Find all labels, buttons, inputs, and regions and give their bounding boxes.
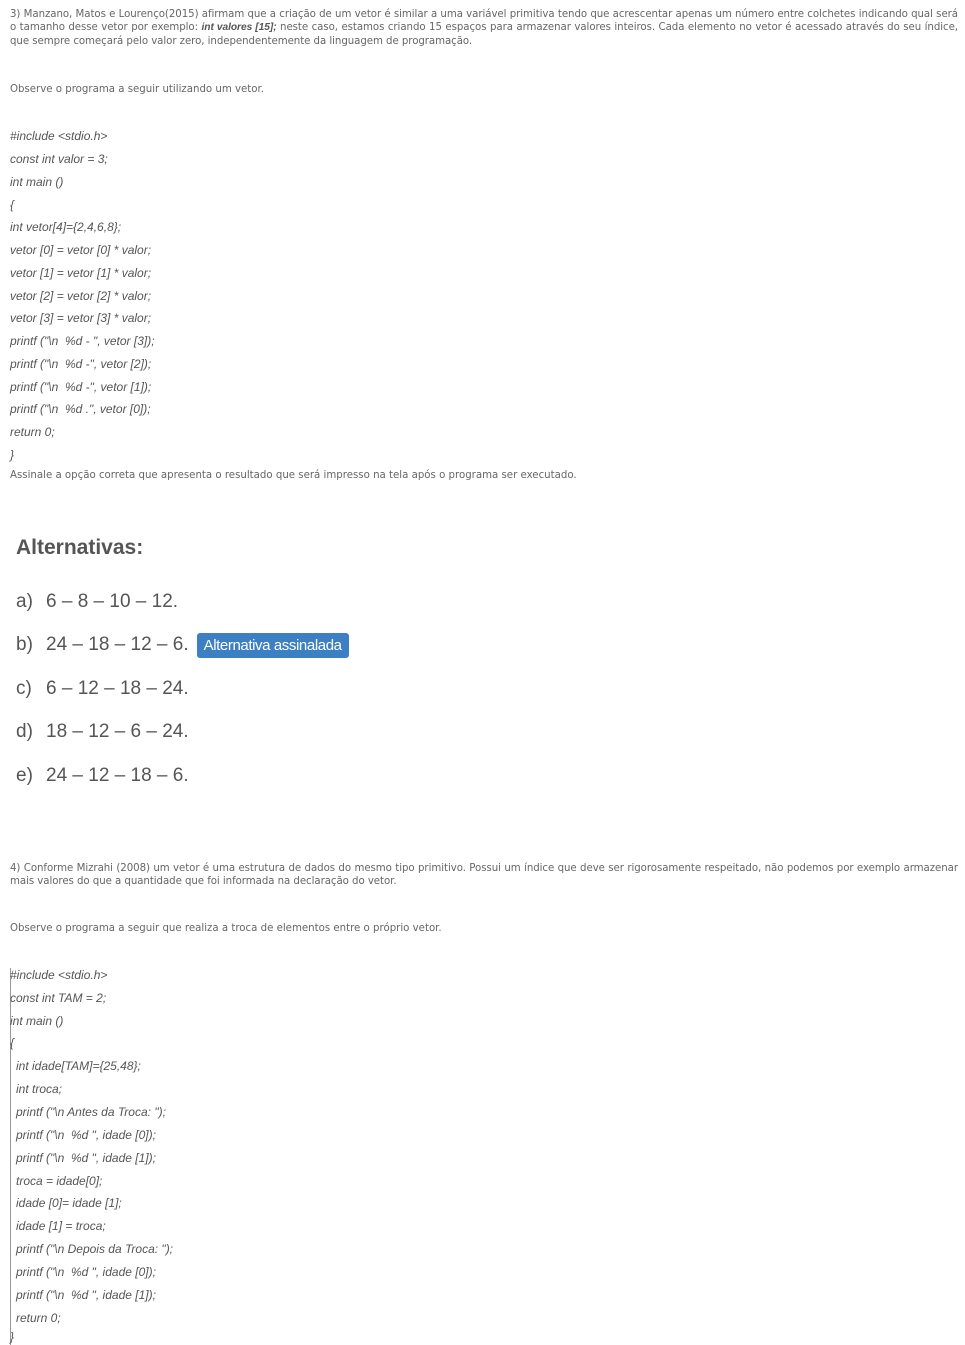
alternative-letter: a) — [16, 591, 33, 612]
question-3-statement — [10, 8, 958, 48]
code-line: printf ("\n %d -", vetor [2]); — [10, 357, 152, 371]
code-line: int troca; — [16, 1082, 63, 1096]
question-3-instruction: Assinale a opção correta que apresenta o resultado que será impresso na tela após o programa ser executado. — [10, 470, 577, 481]
alternative-text: 6 – 8 – 10 – 12. — [46, 591, 179, 612]
alternative-text: 24 – 12 – 18 – 6. — [46, 765, 189, 786]
code-line: return 0; — [16, 1311, 61, 1325]
code-line: vetor [0] = vetor [0] * valor; — [10, 243, 152, 257]
code-line: printf ("\n Depois da Troca: "); — [16, 1242, 174, 1256]
code-line: printf ("\n %d ", idade [1]); — [16, 1151, 156, 1165]
alternative-letter: b) — [16, 634, 33, 655]
code-line: #include <stdio.h> — [10, 129, 108, 143]
code-line: idade [0]= idade [1]; — [16, 1196, 122, 1210]
question-3-intro: 3) Manzano, Matos e Lourenço(2015) afirmam que a criação de um vetor é similar a uma variável primitiva tendo que acrescentar apenas um número entre colchetes indicando qual será o tamanho desse vetor por exemplo: — [10, 9, 958, 34]
alternative-letter: d) — [16, 721, 33, 742]
alternative-d[interactable] — [16, 717, 189, 747]
code-line: } — [10, 448, 15, 462]
code-line: printf ("\n Antes da Troca: "); — [16, 1105, 166, 1119]
code-line: printf ("\n %d - ", vetor [3]); — [10, 334, 155, 348]
alternatives-title: Alternativas: — [16, 536, 144, 559]
code-line: troca = idade[0]; — [16, 1174, 103, 1188]
question-3-intro-end: neste caso, estamos criando 15 espaços para armazenar valores inteiros. Cada elemento no vetor é acessado através do seu índice, que sempre começará pelo valor zero, independentemente da linguagem de programação. — [10, 22, 958, 47]
code-line: printf ("\n %d .", vetor [0]); — [10, 402, 151, 416]
code-line: { — [10, 1036, 15, 1050]
alternative-a[interactable] — [16, 587, 178, 617]
alternative-c[interactable] — [16, 674, 189, 704]
code-line: } — [10, 1330, 15, 1344]
code-line: vetor [3] = vetor [3] * valor; — [10, 311, 152, 325]
alternative-text: 6 – 12 – 18 – 24. — [46, 678, 189, 699]
alternative-text: 24 – 18 – 12 – 6. — [46, 634, 189, 655]
code-line: #include <stdio.h> — [10, 968, 108, 982]
code-line: { — [10, 198, 15, 212]
alternative-e[interactable] — [16, 761, 189, 791]
code-line: int vetor[4]={2,4,6,8}; — [10, 220, 122, 234]
question-4-observe: Observe o programa a seguir que realiza a troca de elementos entre o próprio vetor. — [10, 923, 442, 934]
alternative-text: 18 – 12 – 6 – 24. — [46, 721, 189, 742]
alternative-letter: e) — [16, 765, 33, 786]
code-line: printf ("\n %d ", idade [0]); — [16, 1265, 156, 1279]
code-line: printf ("\n %d -", vetor [1]); — [10, 380, 152, 394]
alternative-letter: c) — [16, 678, 32, 699]
code-line: printf ("\n %d ", idade [0]); — [16, 1128, 156, 1142]
code-line: int main () — [10, 1014, 64, 1028]
alternative-b[interactable] — [16, 630, 349, 660]
selected-badge: Alternativa assinalada — [197, 633, 349, 658]
code-line: int main () — [10, 175, 64, 189]
code-line: idade [1] = troca; — [16, 1219, 106, 1233]
question-4-statement: 4) Conforme Mizrahi (2008) um vetor é uma estrutura de dados do mesmo tipo primitivo. Possui um índice que deve ser rigorosamente respeitado, não podemos por exemplo armazenar mais valores do que a quantidade que foi informada na declaração do vetor. — [10, 863, 958, 888]
code-line: const int TAM = 2; — [10, 991, 107, 1005]
code-line: vetor [1] = vetor [1] * valor; — [10, 266, 152, 280]
inline-code: int valores [15]; — [201, 22, 277, 34]
code-line: const int valor = 3; — [10, 152, 108, 166]
code-line: printf ("\n %d ", idade [1]); — [16, 1288, 156, 1302]
code-line: vetor [2] = vetor [2] * valor; — [10, 289, 152, 303]
question-3-observe: Observe o programa a seguir utilizando um vetor. — [10, 84, 265, 95]
code-line: int idade[TAM]={25,48}; — [16, 1059, 141, 1073]
code-line: return 0; — [10, 425, 55, 439]
